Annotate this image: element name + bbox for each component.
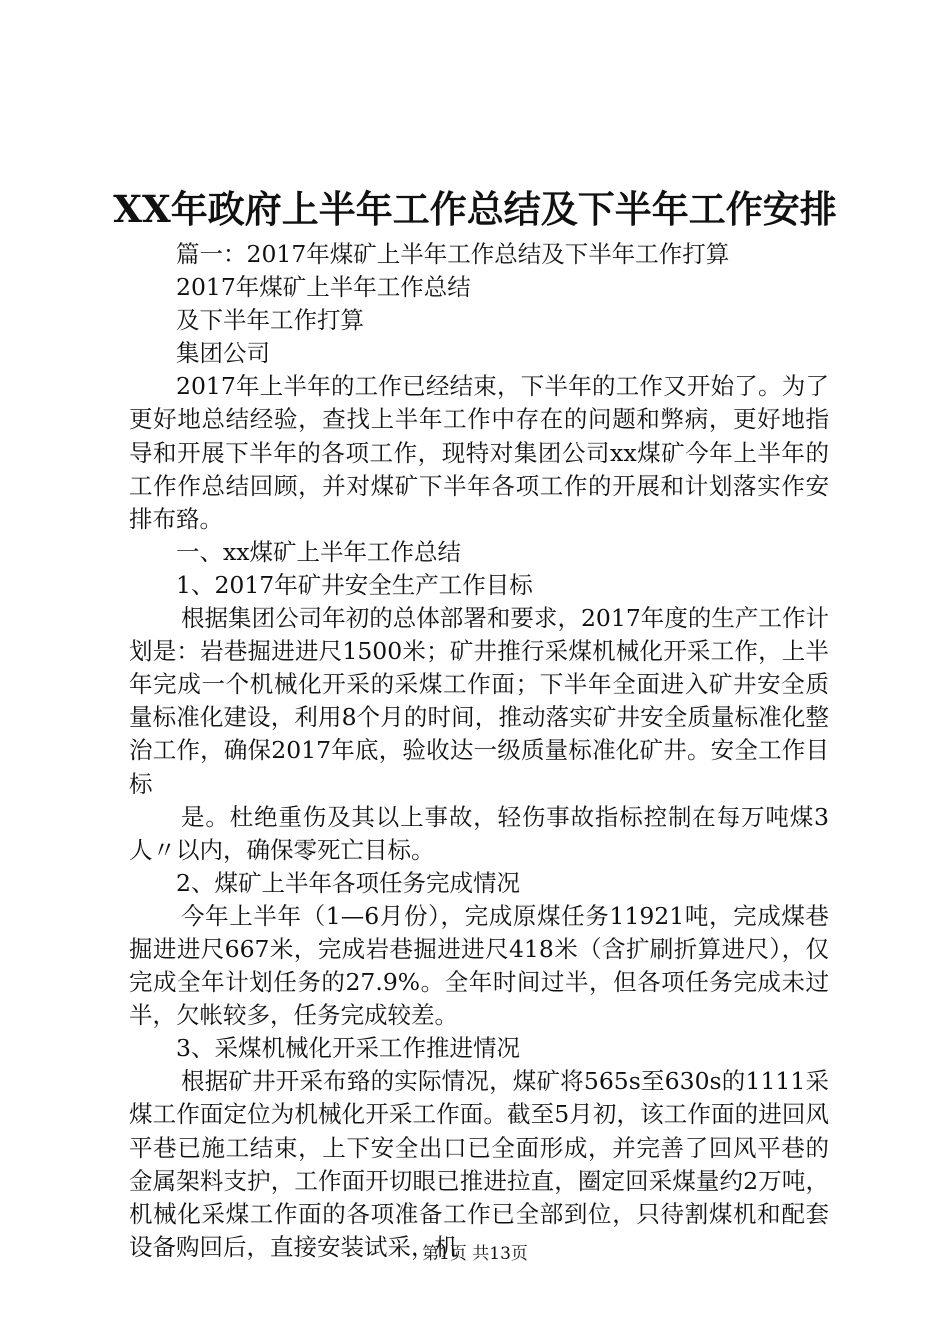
section-heading-1: 一、xx煤矿上半年工作总结	[176, 537, 462, 566]
document-title: XX年政府上半年工作总结及下半年工作安排	[113, 187, 837, 231]
page-number-footer: 第1页 共13页	[422, 1244, 528, 1264]
paragraph-subtitle-line2: 及下半年工作打算	[176, 306, 364, 335]
document-body	[129, 238, 829, 1264]
subsection-heading-3: 3、采煤机械化开采工作推进情况	[176, 1034, 520, 1063]
paragraph-organization: 集团公司	[176, 339, 270, 368]
paragraph-mechanization: 根据矿井开采布臵的实际情况，煤矿将565s至630s的1111采煤工作面定位为机械化开采工作面。截至5月初，该工作面的进回风平巷已施工结束，上下安全出口已全面形成，并完善了回风平巷的金属架料支护，工作面开切眼已推进拉直，圈定回采煤量约2万吨，机械化采煤工作面的各项准备工作已全部到位，只待割煤机和配套设备购回后，直接安装试采，机	[129, 1067, 829, 1261]
paragraph-task-completion: 今年上半年（1—6月份），完成原煤任务11921吨，完成煤巷掘进进尺667米，完成岩巷掘进进尺418米（含扩刷折算进尺），仅完成全年计划任务的27.9%。全年时间过半，但各项任务完成未过半，欠帐较多，任务完成较差。	[129, 901, 829, 1030]
subsection-heading-2: 2、煤矿上半年各项任务完成情况	[176, 868, 520, 897]
paragraph-heading-part1: 篇一：2017年煤矿上半年工作总结及下半年工作打算	[176, 240, 730, 268]
paragraph-introduction: 2017年上半年的工作已经结束，下半年的工作又开始了。为了更好地总结经验，查找上半年工作中存在的问题和弊病，更好地指导和开展下半年的各项工作，现特对集团公司xx煤矿今年上半年的工作作总结回顾，并对煤矿下半年各项工作的开展和计划落实作安排布臵。	[129, 372, 829, 533]
paragraph-safety-target: 是。杜绝重伤及其以上事故，轻伤事故指标控制在每万吨煤3人〃以内，确保零死亡目标。	[129, 802, 829, 864]
paragraph-production-plan: 根据集团公司年初的总体部署和要求，2017年度的生产工作计划是：岩巷掘进进尺1500米；矿井推行采煤机械化开采工作，上半年完成一个机械化开采的采煤工作面；下半年全面进入矿井安全质量标准化建设，利用8个月的时间，推动落实矿井安全质量标准化整治工作，确保2017年底，验收达一级质量标准化矿井。安全工作目标	[129, 604, 829, 798]
subsection-heading-1: 1、2017年矿井安全生产工作目标	[176, 570, 533, 599]
paragraph-subtitle-line1: 2017年煤矿上半年工作总结	[176, 273, 471, 302]
